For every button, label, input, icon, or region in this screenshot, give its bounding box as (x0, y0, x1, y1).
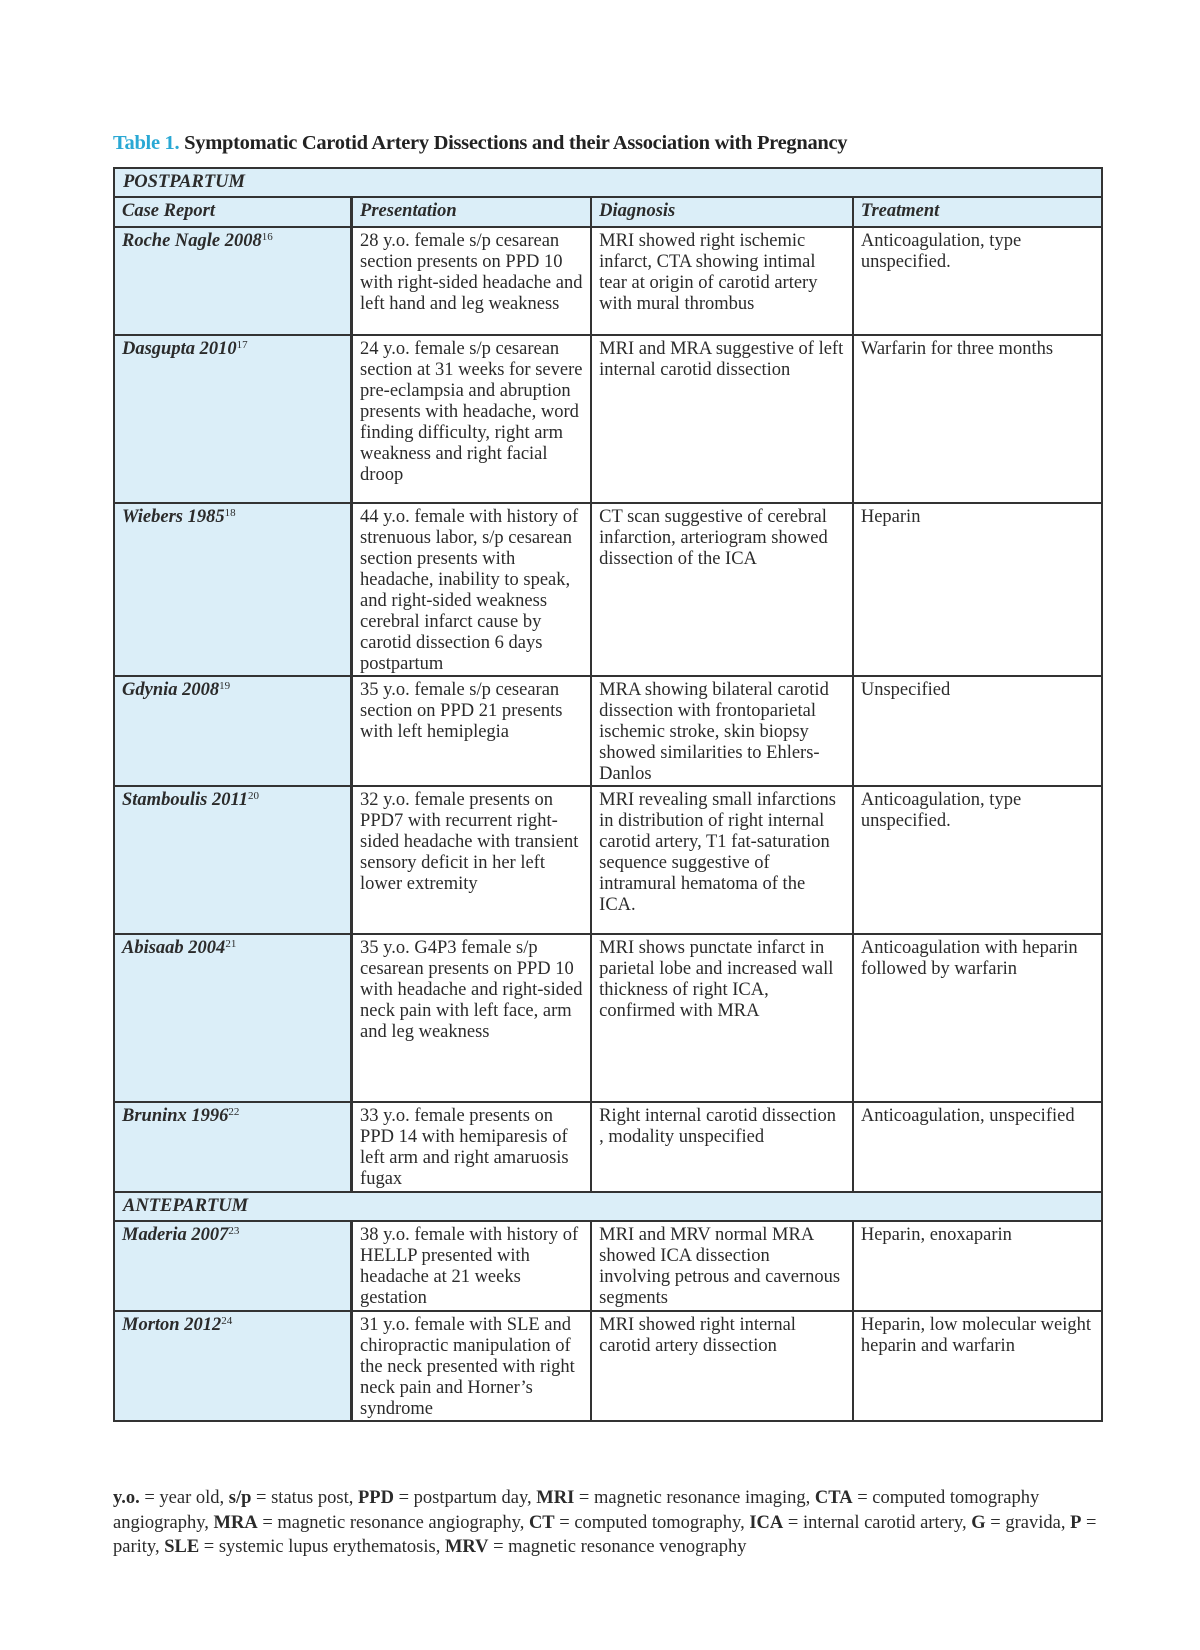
case-name: Dasgupta 2010 (122, 339, 237, 359)
footnote-abbr: y.o. (113, 1488, 140, 1508)
reference-number: 20 (247, 790, 259, 802)
treatment-cell: Anticoagulation, unspecified (853, 1102, 1102, 1192)
case-report-cell (114, 503, 352, 676)
footnote-item: SLE = systemic lupus erythematosis (164, 1537, 436, 1557)
footnote-item: ICA = internal carotid artery (749, 1512, 963, 1533)
presentation-cell: 33 y.o. female presents on PPD 14 with hemiparesis of left arm and right amaruosis fugax (352, 1102, 592, 1192)
presentation-cell: 35 y.o. female s/p cesearan section on PPD 21 presents with left hemiplegia (352, 676, 592, 786)
case-name: Wiebers 1985 (122, 507, 225, 527)
presentation-cell: 35 y.o. G4P3 female s/p cesarean presents on PPD 10 with headache and right-sided neck pain with left face, arm and leg weakness (352, 934, 592, 1102)
footnote-definition: status post (271, 1488, 349, 1508)
treatment-cell: Anticoagulation, type unspecified. (853, 786, 1102, 934)
treatment-cell: Heparin, low molecular weight heparin and warfarin (853, 1311, 1102, 1421)
footnote-item: MRV = magnetic resonance venography (444, 1537, 747, 1557)
column-header: Case Report (114, 197, 352, 227)
footnote-abbr: MRV (444, 1537, 489, 1557)
footnote-definition: gravida (1005, 1512, 1061, 1533)
table-label: Table 1. (113, 132, 180, 154)
treatment-cell: Unspecified (853, 676, 1102, 786)
footnote-abbr: CTA (814, 1488, 853, 1508)
case-name: Morton 2012 (122, 1315, 222, 1335)
footnote-item: P = parity (113, 1512, 1097, 1557)
diagnosis-cell: MRI revealing small infarctions in distribution of right internal carotid artery, T1 fat-saturation sequence suggestive of intramural hematoma of the ICA. (591, 786, 853, 934)
footnote-definition: magnetic resonance angiography (277, 1512, 520, 1533)
footnote-abbr: ICA (749, 1512, 784, 1533)
footnote-item: MRA = magnetic resonance angiography (213, 1512, 520, 1533)
table-row (114, 227, 1102, 335)
diagnosis-cell: MRI and MRA suggestive of left internal carotid dissection (591, 335, 853, 503)
footnote-abbr: MRI (536, 1488, 575, 1508)
reference-number: 17 (236, 339, 248, 351)
section-title: POSTPARTUM (114, 168, 1102, 197)
column-header: Presentation (352, 197, 592, 227)
case-name: Abisaab 2004 (122, 938, 226, 958)
table-caption (113, 132, 847, 155)
footnote-definition: systemic lupus erythematosis (218, 1537, 436, 1557)
table-row (114, 1221, 1102, 1311)
treatment-cell: Warfarin for three months (853, 335, 1102, 503)
reference-number: 16 (261, 231, 273, 243)
reference-number: 19 (219, 680, 231, 692)
footnote-definition: computed tomography (574, 1512, 741, 1533)
table-row (114, 786, 1102, 934)
presentation-cell: 31 y.o. female with SLE and chiropractic manipulation of the neck presented with right neck pain and Horner’s syndrome (352, 1311, 592, 1421)
section-header-row (114, 1192, 1102, 1221)
footnote-item: CTA = computed tomography angiography (113, 1488, 1040, 1533)
footnote-abbr: P (1070, 1512, 1082, 1533)
case-report-cell (114, 1102, 352, 1192)
footnote-abbr: PPD (357, 1488, 394, 1508)
diagnosis-cell: CT scan suggestive of cerebral infarction, arteriogram showed dissection of the ICA (591, 503, 853, 676)
footnote-item: CT = computed tomography (528, 1512, 741, 1533)
table-row (114, 676, 1102, 786)
treatment-cell: Anticoagulation with heparin followed by warfarin (853, 934, 1102, 1102)
reference-number: 22 (228, 1106, 240, 1118)
diagnosis-cell: Right internal carotid dissection , modality unspecified (591, 1102, 853, 1192)
table-row (114, 1102, 1102, 1192)
section-title: ANTEPARTUM (114, 1192, 1102, 1221)
presentation-cell: 38 y.o. female with history of HELLP presented with headache at 21 weeks gestation (352, 1221, 592, 1311)
footnote-item: s/p = status post (228, 1488, 349, 1508)
reference-number: 24 (221, 1315, 233, 1327)
presentation-cell: 24 y.o. female s/p cesarean section at 31 weeks for severe pre-eclampsia and abruption presents with headache, word finding difficulty, right arm weakness and right facial droop (352, 335, 592, 503)
case-name: Stamboulis 2011 (122, 790, 248, 810)
footnote-item: G = gravida (971, 1512, 1061, 1533)
footnote-abbr: CT (528, 1512, 555, 1533)
footnote-definition: magnetic resonance imaging (593, 1488, 806, 1508)
reference-number: 23 (228, 1225, 240, 1237)
case-name: Maderia 2007 (122, 1225, 229, 1245)
case-report-cell (114, 934, 352, 1102)
footnote-item: MRI = magnetic resonance imaging (536, 1488, 806, 1508)
case-name: Bruninx 1996 (122, 1106, 229, 1126)
case-report-cell (114, 1221, 352, 1311)
presentation-cell: 32 y.o. female presents on PPD7 with recurrent right-sided headache with transient sensory deficit in her left lower extremity (352, 786, 592, 934)
table-row (114, 335, 1102, 503)
case-report-cell (114, 1311, 352, 1421)
footnote-item: PPD = postpartum day (357, 1488, 528, 1508)
carotid-dissection-table (113, 167, 1103, 1422)
case-name: Gdynia 2008 (122, 680, 220, 700)
abbreviation-footnote: y.o. = year old, s/p = status post, PPD = postpartum day, MRI = magnetic resonance imaging, CTA = computed tomography angiography, MRA = magnetic resonance angiography, CT = computed tomography, ICA = internal carotid artery, G = gravida, P = parity, SLE = systemic lupus erythematosis, MRV = magnetic resonance venography (113, 1488, 1097, 1557)
column-header: Treatment (853, 197, 1102, 227)
footnote-abbr: SLE (164, 1537, 200, 1557)
presentation-cell: 44 y.o. female with history of strenuous labor, s/p cesarean section presents with headache, inability to speak, and right-sided weakness cerebral infarct cause by carotid dissection 6 days postpartum (352, 503, 592, 676)
column-header-row (114, 197, 1102, 227)
diagnosis-cell: MRA showing bilateral carotid dissection with frontoparietal ischemic stroke, skin biopsy showed similarities to Ehlers-Danlos (591, 676, 853, 786)
column-header: Diagnosis (591, 197, 853, 227)
treatment-cell: Anticoagulation, type unspecified. (853, 227, 1102, 335)
case-report-cell (114, 676, 352, 786)
presentation-cell: 28 y.o. female s/p cesarean section presents on PPD 10 with right-sided headache and left hand and leg weakness (352, 227, 592, 335)
treatment-cell: Heparin (853, 503, 1102, 676)
diagnosis-cell: MRI shows punctate infarct in parietal lobe and increased wall thickness of right ICA, confirmed with MRA (591, 934, 853, 1102)
footnote-abbr: G (971, 1512, 986, 1533)
footnote-definition: magnetic resonance venography (508, 1537, 747, 1557)
footnote-definition: computed tomography angiography (113, 1488, 1040, 1533)
table-row (114, 1311, 1102, 1421)
footnote-definition: internal carotid artery (802, 1512, 963, 1533)
case-report-cell (114, 335, 352, 503)
footnote-abbr: s/p (228, 1488, 252, 1508)
table-row (114, 934, 1102, 1102)
reference-number: 18 (224, 507, 236, 519)
table-row (114, 503, 1102, 676)
footnote-abbr: MRA (213, 1512, 258, 1533)
section-header-row (114, 168, 1102, 197)
diagnosis-cell: MRI and MRV normal MRA showed ICA dissection involving petrous and cavernous segments (591, 1221, 853, 1311)
footnote-definition: parity (113, 1537, 155, 1557)
diagnosis-cell: MRI showed right ischemic infarct, CTA showing intimal tear at origin of carotid artery with mural thrombus (591, 227, 853, 335)
footnote-definition: postpartum day (413, 1488, 528, 1508)
reference-number: 21 (225, 938, 237, 950)
footnote-item: y.o. = year old (113, 1488, 220, 1508)
case-report-cell (114, 227, 352, 335)
table-title: Symptomatic Carotid Artery Dissections and their Association with Pregnancy (184, 132, 848, 154)
diagnosis-cell: MRI showed right internal carotid artery dissection (591, 1311, 853, 1421)
treatment-cell: Heparin, enoxaparin (853, 1221, 1102, 1311)
case-name: Roche Nagle 2008 (122, 231, 262, 251)
footnote-definition: year old (159, 1488, 220, 1508)
case-report-cell (114, 786, 352, 934)
